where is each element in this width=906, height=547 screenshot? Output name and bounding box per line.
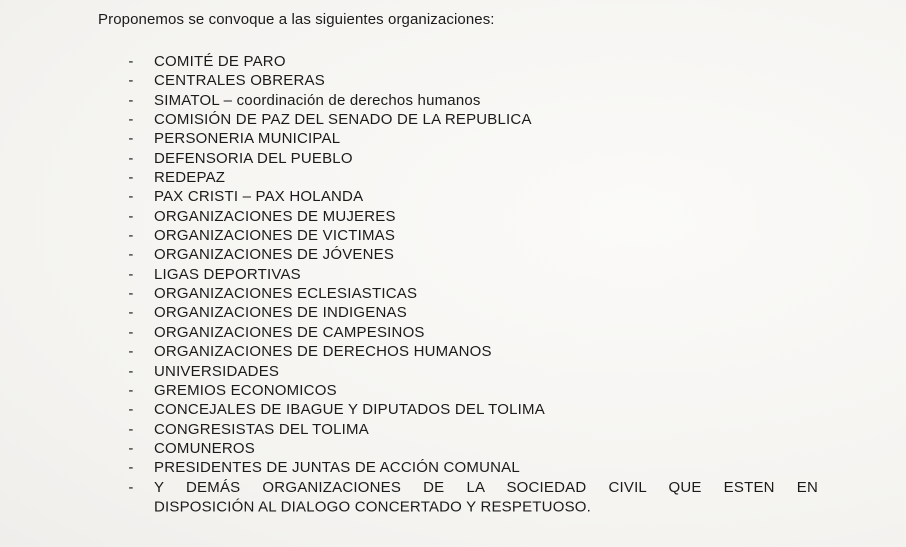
bullet-dash: - [128,362,134,380]
list-item-text: ORGANIZACIONES DE INDIGENAS [154,304,407,322]
list-item [124,304,824,323]
list-item [124,362,824,381]
bullet-dash: - [128,188,134,206]
list-item [124,52,824,71]
list-item-text: PRESIDENTES DE JUNTAS DE ACCIÓN COMUNAL [154,459,520,477]
list-item [124,91,824,110]
bullet-dash: - [128,478,134,496]
list-item-text: ORGANIZACIONES DE MUJERES [154,207,396,225]
list-item-text: CONGRESISTAS DEL TOLIMA [154,420,369,438]
bullet-dash: - [128,169,134,186]
list-item [124,342,824,361]
list-item-text: DEFENSORIA DEL PUEBLO [154,149,353,167]
list-item-text: GREMIOS ECONOMICOS [154,382,337,399]
list-item-text: ORGANIZACIONES DE JÓVENES [154,246,395,264]
list-item [124,381,824,400]
last-item-line-1: Y DEMÁS ORGANIZACIONES DE LA SOCIEDAD CIVIL QUE ESTEN EN [154,478,818,496]
list-item-text: COMISIÓN DE PAZ DEL SENADO DE LA REPUBLICA [154,111,532,128]
list-item [124,265,824,284]
list-item [124,458,824,477]
bullet-dash: - [128,459,134,477]
bullet-dash: - [128,111,134,128]
bullet-dash: - [128,285,134,302]
list-item [124,246,824,265]
last-item-line-2: DISPOSICIÓN AL DIALOGO CONCERTADO Y RESPETUOSO. [154,498,592,516]
list-item [124,439,824,458]
list-item [124,110,824,129]
list-item-text: COMUNEROS [154,440,255,457]
list-item [124,323,824,342]
list-item-text: ORGANIZACIONES DE VICTIMAS [154,227,396,244]
bullet-dash: - [128,53,134,70]
list-item-text: ORGANIZACIONES ECLESIASTICAS [154,285,418,302]
list-item [124,284,824,303]
list-item [124,400,824,419]
list-item-text: UNIVERSIDADES [154,362,280,380]
bullet-dash: - [128,401,134,419]
list-item-text: SIMATOL – coordinación de derechos humanos [154,91,481,109]
bullet-dash: - [128,246,134,264]
bullet-dash: - [128,149,134,167]
list-item-text: REDEPAZ [154,169,226,186]
organization-list [124,52,824,518]
bullet-dash: - [128,440,134,457]
bullet-dash: - [128,207,134,225]
bullet-dash: - [128,130,134,148]
bullet-dash: - [128,91,134,109]
intro-paragraph: Proponemos se convoque a las siguientes organizaciones: [98,11,495,28]
list-item [124,130,824,149]
bullet-dash: - [128,382,134,399]
list-item-text: CONCEJALES DE IBAGUE Y DIPUTADOS DEL TOLIMA [154,401,545,419]
list-item-text: PAX CRISTI – PAX HOLANDA [154,188,364,206]
bullet-dash: - [128,323,134,341]
list-item [124,420,824,439]
bullet-dash: - [128,304,134,322]
list-item [124,188,824,207]
list-item [124,207,824,226]
bullet-dash: - [128,420,134,438]
bullet-dash: - [128,227,134,244]
bullet-dash: - [128,72,134,90]
list-item-text: COMITÉ DE PARO [154,53,286,70]
bullet-dash: - [128,343,134,360]
list-item [124,168,824,187]
list-item-text: CENTRALES OBRERAS [154,72,325,90]
list-item-text: PERSONERIA MUNICIPAL [154,130,341,148]
list-item-text: ORGANIZACIONES DE DERECHOS HUMANOS [154,343,492,360]
list-item [124,72,824,91]
list-item-text: ORGANIZACIONES DE CAMPESINOS [154,323,425,341]
list-item [124,226,824,245]
list-item [124,149,824,168]
list-item-text: LIGAS DEPORTIVAS [154,265,301,283]
bullet-dash: - [128,265,134,283]
list-item-last [124,478,824,517]
